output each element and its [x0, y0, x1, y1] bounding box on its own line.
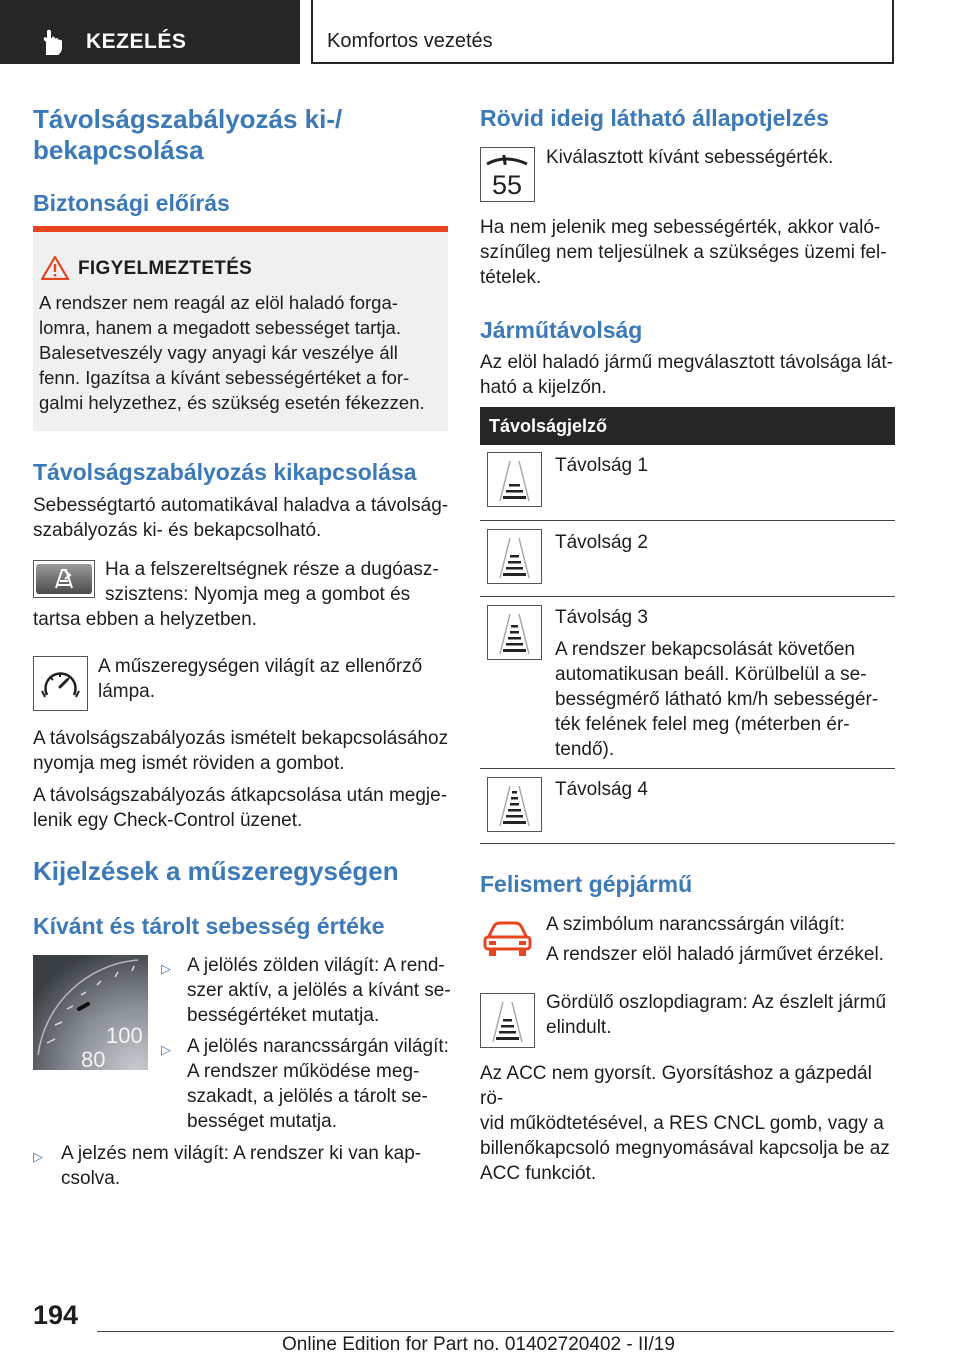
bullet-marker: ▷ [161, 961, 171, 976]
bullet-marker: ▷ [161, 1042, 171, 1057]
set-speed-icon [480, 147, 535, 202]
section-tab [0, 0, 300, 64]
distance-2-icon [487, 529, 542, 584]
distance-heading: Járműtávolság [480, 317, 643, 343]
bullet-marker: ▷ [33, 1149, 43, 1164]
rolling-text: Gördülő oszlopdiagram: Az észlelt jármű elindult. [546, 992, 887, 1038]
distance-4-icon [487, 777, 542, 832]
repeat-text: A távolságszabályozás ismételt bekapcsolásához nyomja meg ismét röviden a gombot. [33, 728, 449, 774]
distance-4-label: Távolság 4 [555, 779, 648, 800]
bullet-green: A jelölés zölden világít: A rend- szer aktív, a jelölés a kívánt se- bességértéket mutatja. [187, 955, 451, 1026]
speedo-label-100: 100 [106, 1023, 143, 1048]
table-divider [480, 843, 895, 844]
speedometer-lamp-icon [33, 656, 88, 711]
distance-3-label: Távolság 3 [555, 607, 648, 628]
hand-pointer-icon [38, 28, 66, 56]
table-divider [480, 768, 895, 769]
page-title: Távolságszabályozás ki-/ bekapcsolása [33, 104, 343, 165]
speed-heading: Kívánt és tárolt sebesség értéke [33, 913, 385, 939]
vehicle-text: A szimbólum narancssárgán világít: A rendszer elöl haladó járművet érzékel. [546, 914, 884, 965]
speedo-label-80: 80 [81, 1047, 106, 1070]
bullet-off: A jelzés nem világít: A rendszer ki van kap- csolva. [61, 1143, 422, 1189]
status-heading: Rövid ideig látható állapotjelzés [480, 105, 829, 131]
display-heading: Kijelzések a műszeregységen [33, 856, 399, 886]
distance-1-icon [487, 452, 542, 507]
distance-1-label: Távolság 1 [555, 455, 648, 476]
off-heading: Távolságszabályozás kikapcsolása [33, 459, 417, 485]
warning-box [33, 226, 448, 431]
switch-text: A távolságszabályozás átkapcsolása után megje- lenik egy Check-Control üzenet. [33, 785, 448, 831]
status-note: Ha nem jelenik meg sebességérték, akkor való- színűleg nem teljesülnek a szükséges üzemi fel- tételek. [480, 217, 887, 288]
warning-triangle-icon [41, 256, 69, 280]
edition-text: Online Edition for Part no. 01402720402 - II/19 [282, 1334, 675, 1355]
section-label: KEZELÉS [86, 30, 187, 53]
button-text-cont: tartsa ebben a helyzetben. [33, 609, 257, 630]
vehicle-detected-icon [480, 912, 535, 967]
footer-rule [97, 1331, 894, 1332]
lamp-text: A műszeregységen világít az ellenőrző lámpa. [98, 656, 423, 702]
table-header [480, 407, 895, 445]
button-text: Ha a felszereltségnek része a dugóasz- szisztens: Nyomja meg a gombot és [105, 559, 439, 605]
vehicle-heading: Felismert gépjármű [480, 871, 693, 897]
warning-body: A rendszer nem reagál az elöl haladó forga- lomra, hanem a megadott sebességet tartja. Balesetveszély vagy anyagi kár veszélye áll fenn. Igazítsa a kívánt sebességértéket a for- galmi helyzethez, és szükség esetén fékezzen. [39, 292, 425, 413]
speedometer-image [33, 955, 148, 1070]
distance-3-icon [487, 605, 542, 660]
off-text: Sebességtartó automatikával haladva a távolság- szabályozás ki- és bekapcsolható. [33, 495, 449, 541]
safety-heading: Biztonsági előírás [33, 190, 230, 216]
warning-title: FIGYELMEZTETÉS [78, 258, 253, 279]
acc-text: Az ACC nem gyorsít. Gyorsításhoz a gázpedál rö- vid működtetésével, a RES CNCL gomb, vagy a billenőkapcsoló megnyomásával kapcsolja be az ACC funkciót. [480, 1063, 890, 1184]
distance-text: Az elöl haladó jármű megválasztott távolsága lát- ható a kijelzőn. [480, 352, 893, 398]
table-header-label: Távolságjelző [489, 416, 608, 436]
rolling-bar-icon [480, 993, 535, 1048]
page-number: 194 [33, 1300, 79, 1330]
table-divider [480, 520, 895, 521]
distance-button-icon [33, 560, 95, 598]
chapter-header [311, 0, 894, 64]
table-divider [480, 596, 895, 597]
distance-2-label: Távolság 2 [555, 532, 648, 553]
status-icon-text: Kiválasztott kívánt sebességérték. [546, 147, 834, 168]
chapter-label: Komfortos vezetés [327, 30, 493, 52]
set-speed-number: 55 [491, 170, 523, 200]
bullet-orange: A jelölés narancssárgán világít: A rendszer működése meg- szakadt, a jelölés a tárolt se- bességet mutatja. [187, 1036, 449, 1132]
distance-3-desc: A rendszer bekapcsolását követően automatikusan beáll. Körülbelül a se- bességmérő látható km/h sebességér- ték felének felel meg (méterben ér- tendő). [555, 639, 879, 760]
